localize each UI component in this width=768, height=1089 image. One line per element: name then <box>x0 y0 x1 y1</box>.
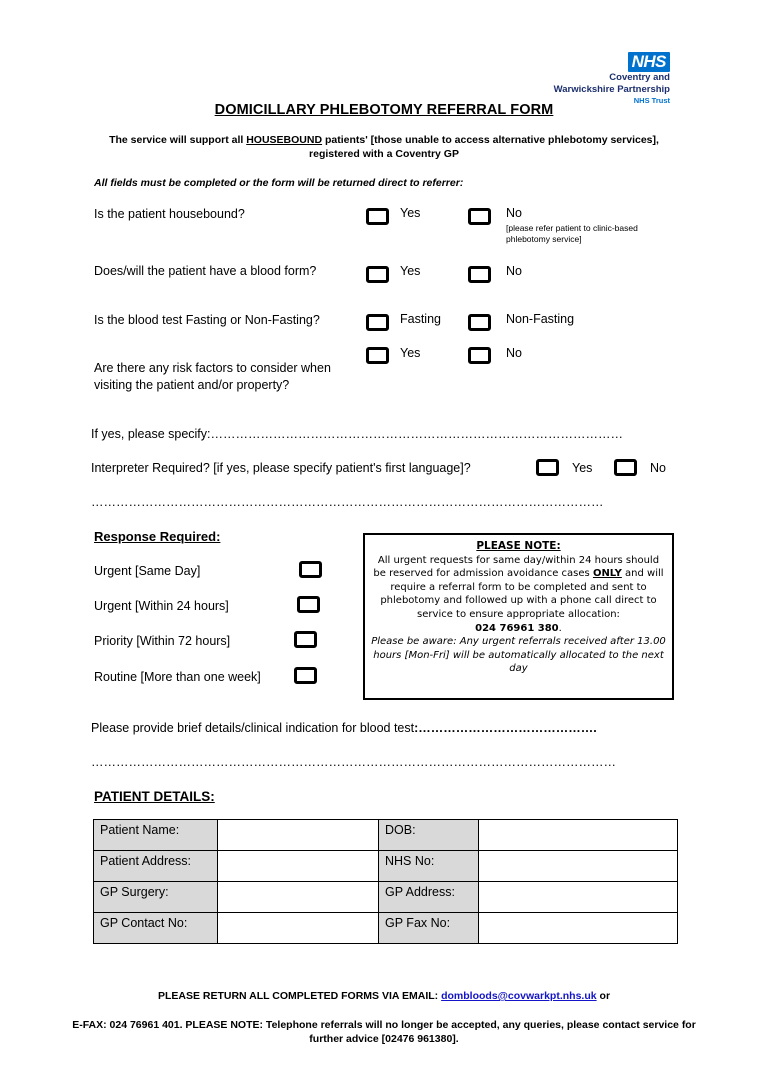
page-title: DOMICILLARY PHLEBOTOMY REFERRAL FORM <box>214 102 554 118</box>
question-3-nonfasting-label: Non-Fasting <box>506 312 575 326</box>
please-note-title: PLEASE NOTE: <box>476 540 561 552</box>
question-2-yes-checkbox[interactable] <box>366 266 389 283</box>
email-link[interactable]: dombloods@covwarkpt.nhs.uk <box>441 990 597 1002</box>
response-option-1-checkbox[interactable] <box>297 596 320 613</box>
question-1-no-checkbox[interactable] <box>468 208 491 225</box>
question-4-no-checkbox[interactable] <box>468 347 491 364</box>
question-4-text: Are there any risk factors to consider when visiting the patient and/or property? <box>94 361 331 392</box>
specify-dots: ……………………………………………………………………………………… <box>210 427 624 441</box>
question-4-yes-checkbox[interactable] <box>366 347 389 364</box>
footer-line1-before: PLEASE RETURN ALL COMPLETED FORMS VIA EMAIL: <box>157 990 442 1002</box>
interpreter-no-checkbox[interactable] <box>614 459 637 476</box>
footer-line1-after: or <box>596 990 611 1002</box>
gp-surgery-field[interactable] <box>218 882 379 913</box>
nhs-logo <box>480 52 670 105</box>
response-option-0-checkbox[interactable] <box>299 561 322 578</box>
question-4-yes-label: Yes <box>400 346 421 360</box>
question-1-no-note: [please refer patient to clinic-based phlebotomy service] <box>506 223 638 244</box>
please-note-only: ONLY <box>592 568 622 580</box>
response-option-2-checkbox[interactable] <box>294 631 317 648</box>
specify-line <box>91 427 691 442</box>
please-note-phone-period: . <box>558 622 562 634</box>
question-1-text: Is the patient housebound? <box>94 207 245 221</box>
gp-surgery-label: GP Surgery: <box>94 882 218 913</box>
clinical-indication-dots-line: ……………………………………………………………………………………………………………… <box>91 755 616 769</box>
nhs-wordmark-icon: NHS <box>628 52 670 72</box>
service-scope-note <box>94 134 674 161</box>
gp-contact-no-field[interactable] <box>218 913 379 944</box>
dob-label: DOB: <box>379 820 479 851</box>
trust-name-line1: Coventry and <box>609 72 670 83</box>
interpreter-label: Interpreter Required? [if yes, please specify patient's first language]? <box>91 461 471 475</box>
patient-details-table <box>93 819 678 944</box>
question-1-yes-label: Yes <box>400 206 421 220</box>
gp-fax-no-label: GP Fax No: <box>379 913 479 944</box>
question-1-yes-checkbox[interactable] <box>366 208 389 225</box>
response-option-2-label: Priority [Within 72 hours] <box>94 634 231 648</box>
clinical-indication-line <box>91 721 691 736</box>
patient-address-field[interactable] <box>218 851 379 882</box>
specify-label: If yes, please specify: <box>91 427 211 441</box>
dob-field[interactable] <box>479 820 678 851</box>
interpreter-yes-label: Yes <box>572 461 593 475</box>
please-note-line2: and will require a referral form to be completed and sent to phlebotomy and followed up with a phone call direct to service to ensure appropriate allocation: <box>380 568 664 620</box>
trust-name-line2: Warwickshire Partnership <box>553 83 670 95</box>
clinical-indication-label: Please provide brief details/clinical indication for blood test <box>91 721 415 735</box>
response-option-1-label: Urgent [Within 24 hours] <box>94 599 229 613</box>
response-required-heading: Response Required: <box>94 529 221 544</box>
lede-after: patients' [those unable to access alternative phlebotomy services], registered with a Coventry GP <box>309 134 659 160</box>
interpreter-yes-checkbox[interactable] <box>536 459 559 476</box>
question-3-fasting-label: Fasting <box>400 312 441 326</box>
please-note-line1: All urgent requests for same day/within 24 hours should be reserved for admission avoidance cases <box>373 554 660 580</box>
table-row <box>94 913 678 944</box>
interpreter-no-label: No <box>650 461 666 475</box>
clinical-indication-colon: : <box>414 721 419 735</box>
question-2-yes-label: Yes <box>400 264 421 278</box>
lede-before: The service will support all <box>109 134 247 146</box>
gp-fax-no-field[interactable] <box>479 913 678 944</box>
nhs-no-label: NHS No: <box>379 851 479 882</box>
table-row <box>94 851 678 882</box>
please-note-italic: Please be aware: Any urgent referrals received after 13.00 hours [Mon-Fri] will be automatically allocated to the next day <box>371 636 666 675</box>
footer-email-line <box>60 989 708 1003</box>
question-2-no-label: No <box>506 264 522 278</box>
all-fields-note: All fields must be completed or the form will be returned direct to referrer: <box>94 177 464 189</box>
please-note-phone-number: 024 76961 380 <box>475 622 559 634</box>
question-3-fasting-checkbox[interactable] <box>366 314 389 331</box>
nhs-no-field[interactable] <box>479 851 678 882</box>
trust-subtitle: NHS Trust <box>633 96 670 105</box>
clinical-indication-dots1: ……………………………………. <box>418 721 597 735</box>
response-option-0-label: Urgent [Same Day] <box>94 564 201 578</box>
response-option-3-label: Routine [More than one week] <box>94 670 261 684</box>
response-option-3-checkbox[interactable] <box>294 667 317 684</box>
question-2-no-checkbox[interactable] <box>468 266 491 283</box>
gp-contact-no-label: GP Contact No: <box>94 913 218 944</box>
interpreter-dots-line: …………………………………………………………………………………………………………… <box>91 495 604 509</box>
gp-address-label: GP Address: <box>379 882 479 913</box>
please-note-box <box>363 533 674 700</box>
please-note-phone <box>371 622 666 636</box>
question-2-text: Does/will the patient have a blood form? <box>94 264 317 278</box>
table-row <box>94 820 678 851</box>
patient-name-field[interactable] <box>218 820 379 851</box>
footer-fax-line: E-FAX: 024 76961 401. PLEASE NOTE: Telephone referrals will no longer be accepted, any queries, please contact service for further advice [02476 961380]. <box>72 1019 696 1045</box>
question-4-no-label: No <box>506 346 522 360</box>
question-3-text: Is the blood test Fasting or Non-Fasting? <box>94 313 320 327</box>
patient-name-label: Patient Name: <box>94 820 218 851</box>
table-row <box>94 882 678 913</box>
gp-address-field[interactable] <box>479 882 678 913</box>
question-3-nonfasting-checkbox[interactable] <box>468 314 491 331</box>
lede-housebound: HOUSEBOUND <box>246 134 323 146</box>
question-1-no-label: No <box>506 206 522 220</box>
patient-address-label: Patient Address: <box>94 851 218 882</box>
patient-details-heading: PATIENT DETAILS: <box>94 789 215 804</box>
